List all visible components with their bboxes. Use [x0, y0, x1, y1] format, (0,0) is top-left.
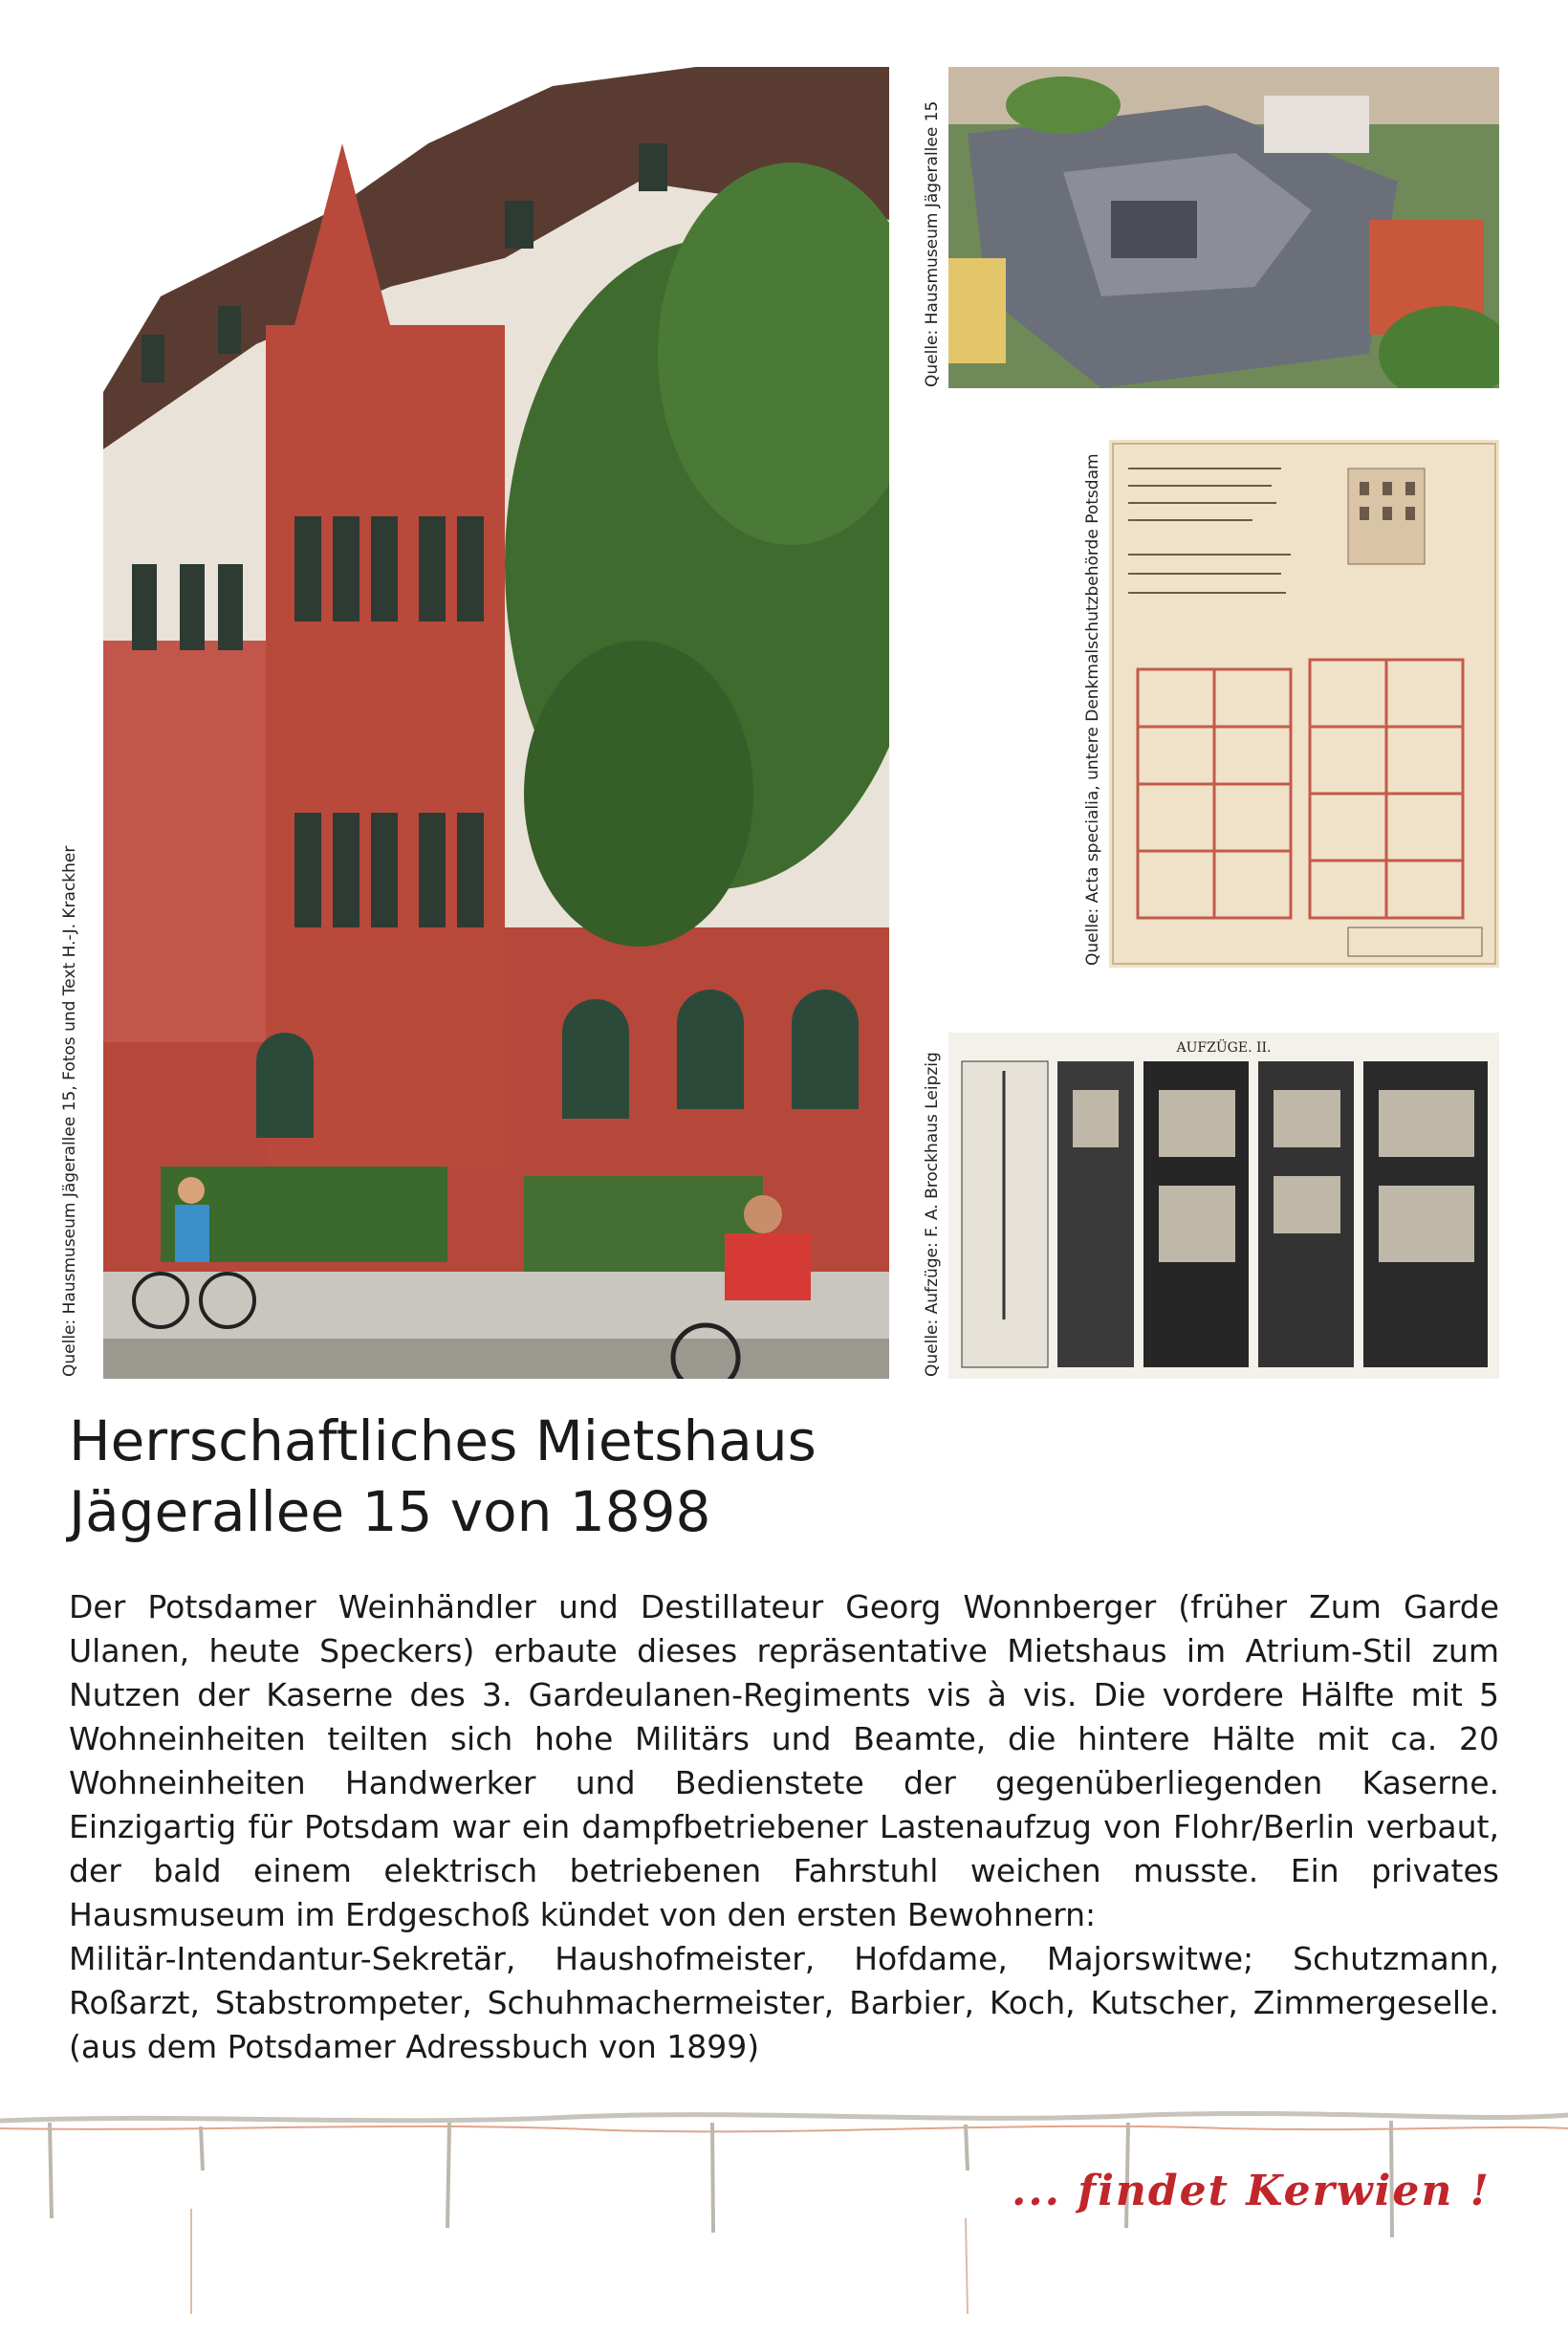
signature: ... findet Kerwien !	[1012, 2167, 1491, 2215]
main-building-photo	[103, 67, 889, 1379]
aerial-photo-credit: Quelle: Hausmuseum Jägerallee 15	[923, 100, 942, 387]
floor-plan-document	[1109, 440, 1499, 968]
floor-plan-credit: Quelle: Acta specialia, untere Denkmalschutzbehörde Potsdam	[1083, 453, 1102, 966]
body-paragraph-1: Der Potsdamer Weinhändler und Destillateur Georg Wonnberger (früher Zum Garde Ulanen, heute Speckers) erbaute dieses repräsentative Mietshaus im Atrium-Stil zum Nutzen der Kaserne des 3. Gardeulanen-Regiments vis à vis. Die vordere Hälfte mit 5 Wohneinheiten teilten sich hohe Militärs und Beamte, die hintere Hälte mit ca. 20 Wohneinheiten Handwerker und Bedienstete der gegenüberliegenden Kaserne. Einzigartig für Potsdam war ein dampfbetriebener Lastenaufzug von Flohr/Berlin verbaut, der bald einem elektrisch betriebenen Fahrstuhl weichen musste. Ein privates Hausmuseum im Erdgeschoß kündet von den ersten Bewohnern:	[69, 1588, 1499, 1933]
body-paragraph-2: Militär-Intendantur-Sekretär, Haushofmeister, Hofdame, Majorswitwe; Schutzmann, Roßarzt, Stabstrompeter, Schuhmachermeister, Barbier, Koch, Kutscher, Zimmergeselle. (aus dem Potsdamer Adressbuch von 1899)	[69, 1940, 1499, 2065]
body-text	[69, 1585, 1499, 2069]
decorative-border	[0, 2104, 1568, 2333]
aerial-photo	[948, 67, 1499, 388]
elevator-plate	[948, 1033, 1499, 1379]
title-line-2: Jägerallee 15 von 1898	[69, 1479, 711, 1544]
page-title	[69, 1406, 817, 1547]
title-line-1: Herrschaftliches Mietshaus	[69, 1408, 817, 1473]
main-photo-credit: Quelle: Hausmuseum Jägerallee 15, Fotos und Text H.-J. Krackher	[60, 845, 79, 1377]
elevator-credit: Quelle: Aufzüge: F. A. Brockhaus Leipzig	[923, 1052, 942, 1377]
elevator-plate-heading: AUFZÜGE. II.	[1176, 1040, 1272, 1056]
